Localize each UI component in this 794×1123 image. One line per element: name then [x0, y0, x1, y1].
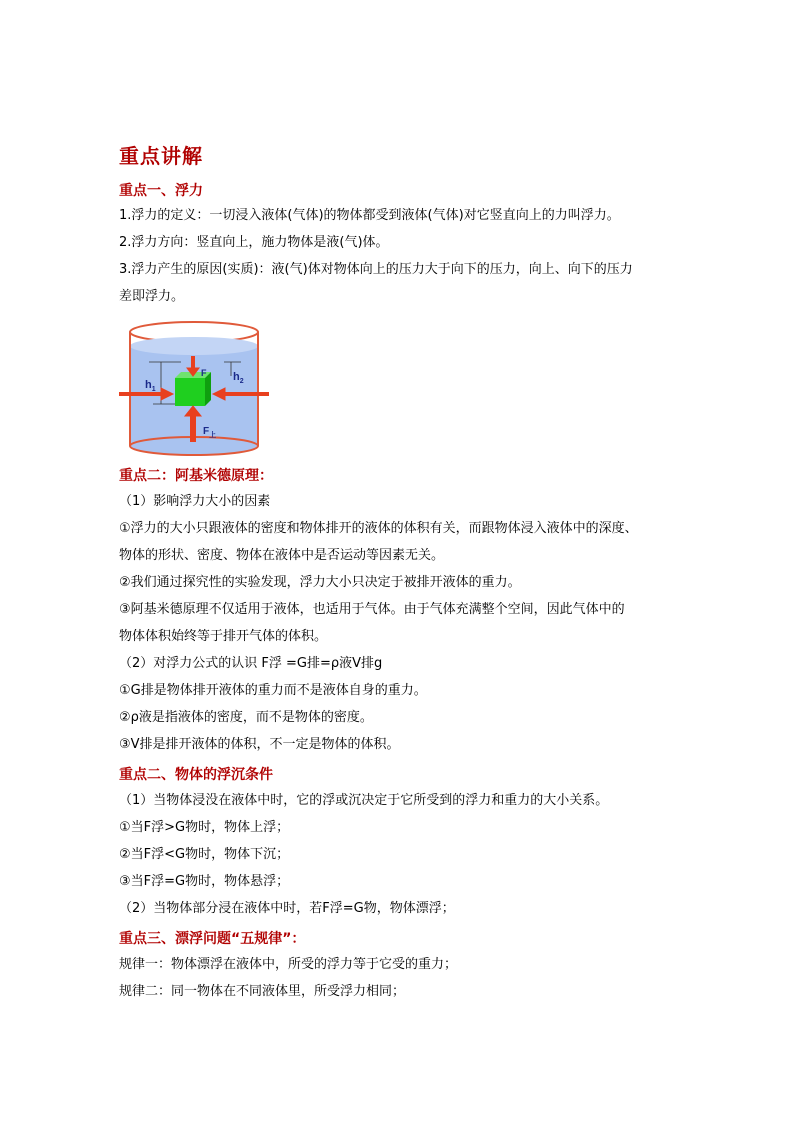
- text-line: ①当F浮>G物时，物体上浮；: [119, 820, 290, 835]
- text-line: 1.浮力的定义：一切浸入液体(气体)的物体都受到液体(气体)对它竖直向上的力叫浮力。: [119, 208, 620, 223]
- text-line: ③V排是排开液体的体积，不一定是物体的体积。: [119, 737, 400, 752]
- text-line: ②当F浮<G物时，物体下沉；: [119, 847, 290, 862]
- label-f-bottom: $F_上$: [203, 426, 217, 439]
- text-line: ②ρ液是指液体的密度，而不是物体的密度。: [119, 710, 373, 725]
- text-line: 2.浮力方向：竖直向上，施力物体是液(气)体。: [119, 235, 389, 250]
- text-line: 规律一：物体漂浮在液体中，所受的浮力等于它受的重力；: [119, 957, 458, 972]
- section-title-archimedes: 重点二：阿基米德原理：: [119, 468, 273, 484]
- text-line: 物体的形状、密度、物体在液体中是否运动等因素无关。: [119, 548, 445, 563]
- text-line: 物体体积始终等于排开气体的体积。: [119, 629, 328, 644]
- text-line: （1）影响浮力大小的因素: [119, 494, 271, 509]
- water-surface: [130, 337, 258, 355]
- block-front: [175, 378, 205, 406]
- page-heading: 重点讲解: [119, 144, 203, 168]
- label-f-top: F: [201, 368, 207, 378]
- text-line: 差即浮力。: [119, 289, 185, 304]
- text-line: ①G排是物体排开液体的重力而不是液体自身的重力。: [119, 683, 427, 698]
- label-h2: $h_2$: [233, 371, 244, 385]
- text-line: ③阿基米德原理不仅适用于液体，也适用于气体。由于气体充满整个空间，因此气体中的: [119, 602, 625, 617]
- text-line: （2）对浮力公式的认识 F浮 =G排=ρ液V排g: [119, 656, 383, 671]
- text-line: ②我们通过探究性的实验发现，浮力大小只决定于被排开液体的重力。: [119, 575, 521, 590]
- text-line: （1）当物体浸没在液体中时，它的浮或沉决定于它所受到的浮力和重力的大小关系。: [119, 793, 609, 808]
- section-title-float-sink: 重点二、物体的浮沉条件: [119, 767, 273, 783]
- text-line: ③当F浮=G物时，物体悬浮；: [119, 874, 290, 889]
- buoyancy-diagram: [119, 318, 269, 458]
- text-line: 规律二：同一物体在不同液体里，所受浮力相同；: [119, 984, 406, 999]
- section-title-floating-rules: 重点三、漂浮问题“五规律”：: [119, 931, 306, 947]
- text-line: （2）当物体部分浸在液体中时，若F浮=G物，物体漂浮；: [119, 901, 455, 916]
- text-line: ①浮力的大小只跟液体的密度和物体排开的液体的体积有关，而跟物体浸入液体中的深度、: [119, 521, 638, 536]
- text-line: 3.浮力产生的原因(实质)：液(气)体对物体向上的压力大于向下的压力，向上、向下的压力: [119, 262, 633, 277]
- section-title-buoyancy: 重点一、浮力: [119, 183, 203, 199]
- label-h1: $h_1$: [145, 379, 156, 393]
